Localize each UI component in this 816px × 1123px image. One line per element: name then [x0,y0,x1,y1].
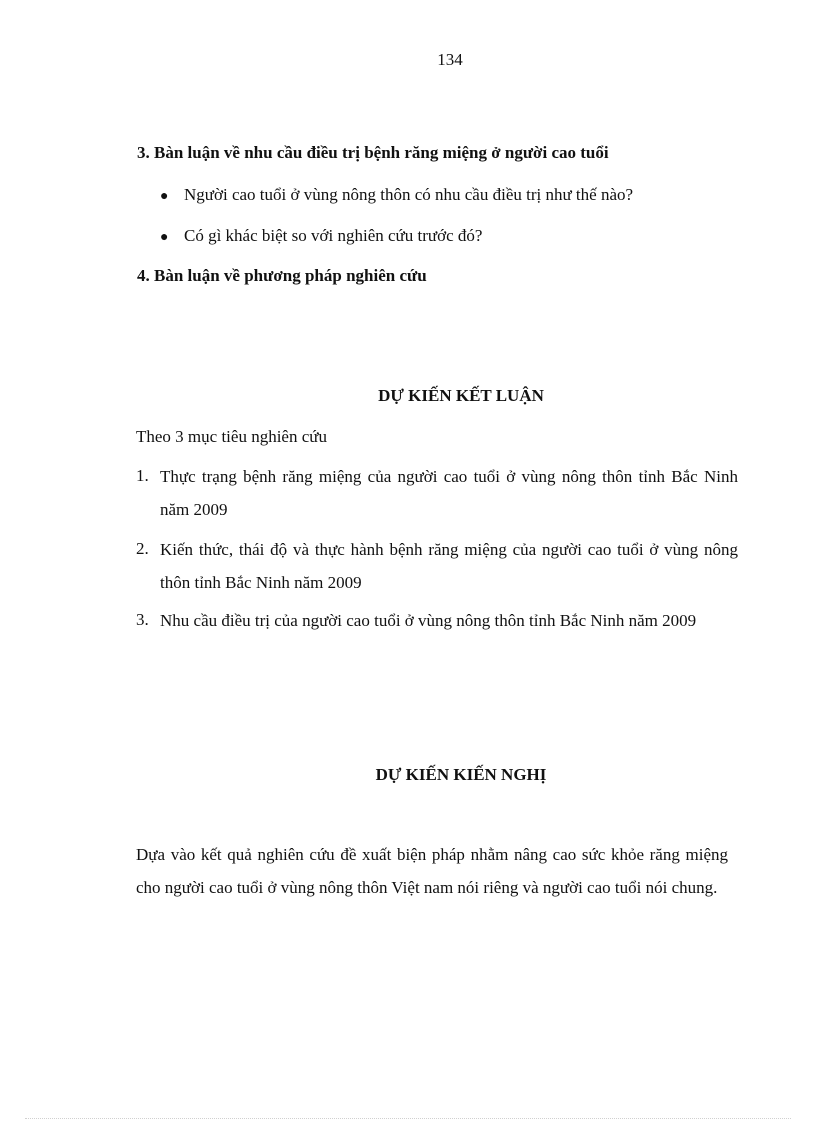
list-item-text: Kiến thức, thái độ và thực hành bệnh răng miệng của người cao tuổi ở vùng nông thôn tỉnh Bắc Ninh năm 2009 [160,540,738,592]
bullet-dot-icon: ● [160,230,169,245]
conclusion-intro: Theo 3 mục tiêu nghiên cứu [136,427,327,446]
section-4-heading: 4. Bàn luận về phương pháp nghiên cứu [137,266,427,285]
bullet-item [160,226,482,246]
list-item-number: 2. [136,539,149,558]
bullet-text: Có gì khác biệt so với nghiên cứu trước đó? [184,226,483,245]
bullet-text: Người cao tuổi ở vùng nông thôn có nhu cầu điều trị như thế nào? [184,185,634,204]
bullet-dot-icon: ● [160,189,169,204]
bullet-item [160,185,633,205]
list-item [136,604,738,637]
list-item-text: Thực trạng bệnh răng miệng của người cao tuổi ở vùng nông thôn tỉnh Bắc Ninh năm 2009 [160,467,738,519]
recommendation-paragraph: Dựa vào kết quả nghiên cứu đề xuất biện pháp nhằm nâng cao sức khỏe răng miệng cho người cao tuổi ở vùng nông thôn Việt nam nói riêng và người cao tuổi nói chung. [136,845,728,897]
list-item-text: Nhu cầu điều trị của người cao tuổi ở vùng nông thôn tỉnh Bắc Ninh năm 2009 [160,611,697,630]
list-item [136,533,738,599]
section-3-heading: 3. Bàn luận về nhu cầu điều trị bệnh răng miệng ở người cao tuổi [137,143,609,162]
conclusion-title: DỰ KIẾN KẾT LUẬN [378,386,544,405]
list-item-number: 3. [136,610,149,629]
footer-divider [25,1118,791,1119]
recommendation-title: DỰ KIẾN KIẾN NGHỊ [375,765,547,784]
list-item-number: 1. [136,466,149,485]
list-item [136,460,738,526]
page-number: 134 [437,50,463,69]
